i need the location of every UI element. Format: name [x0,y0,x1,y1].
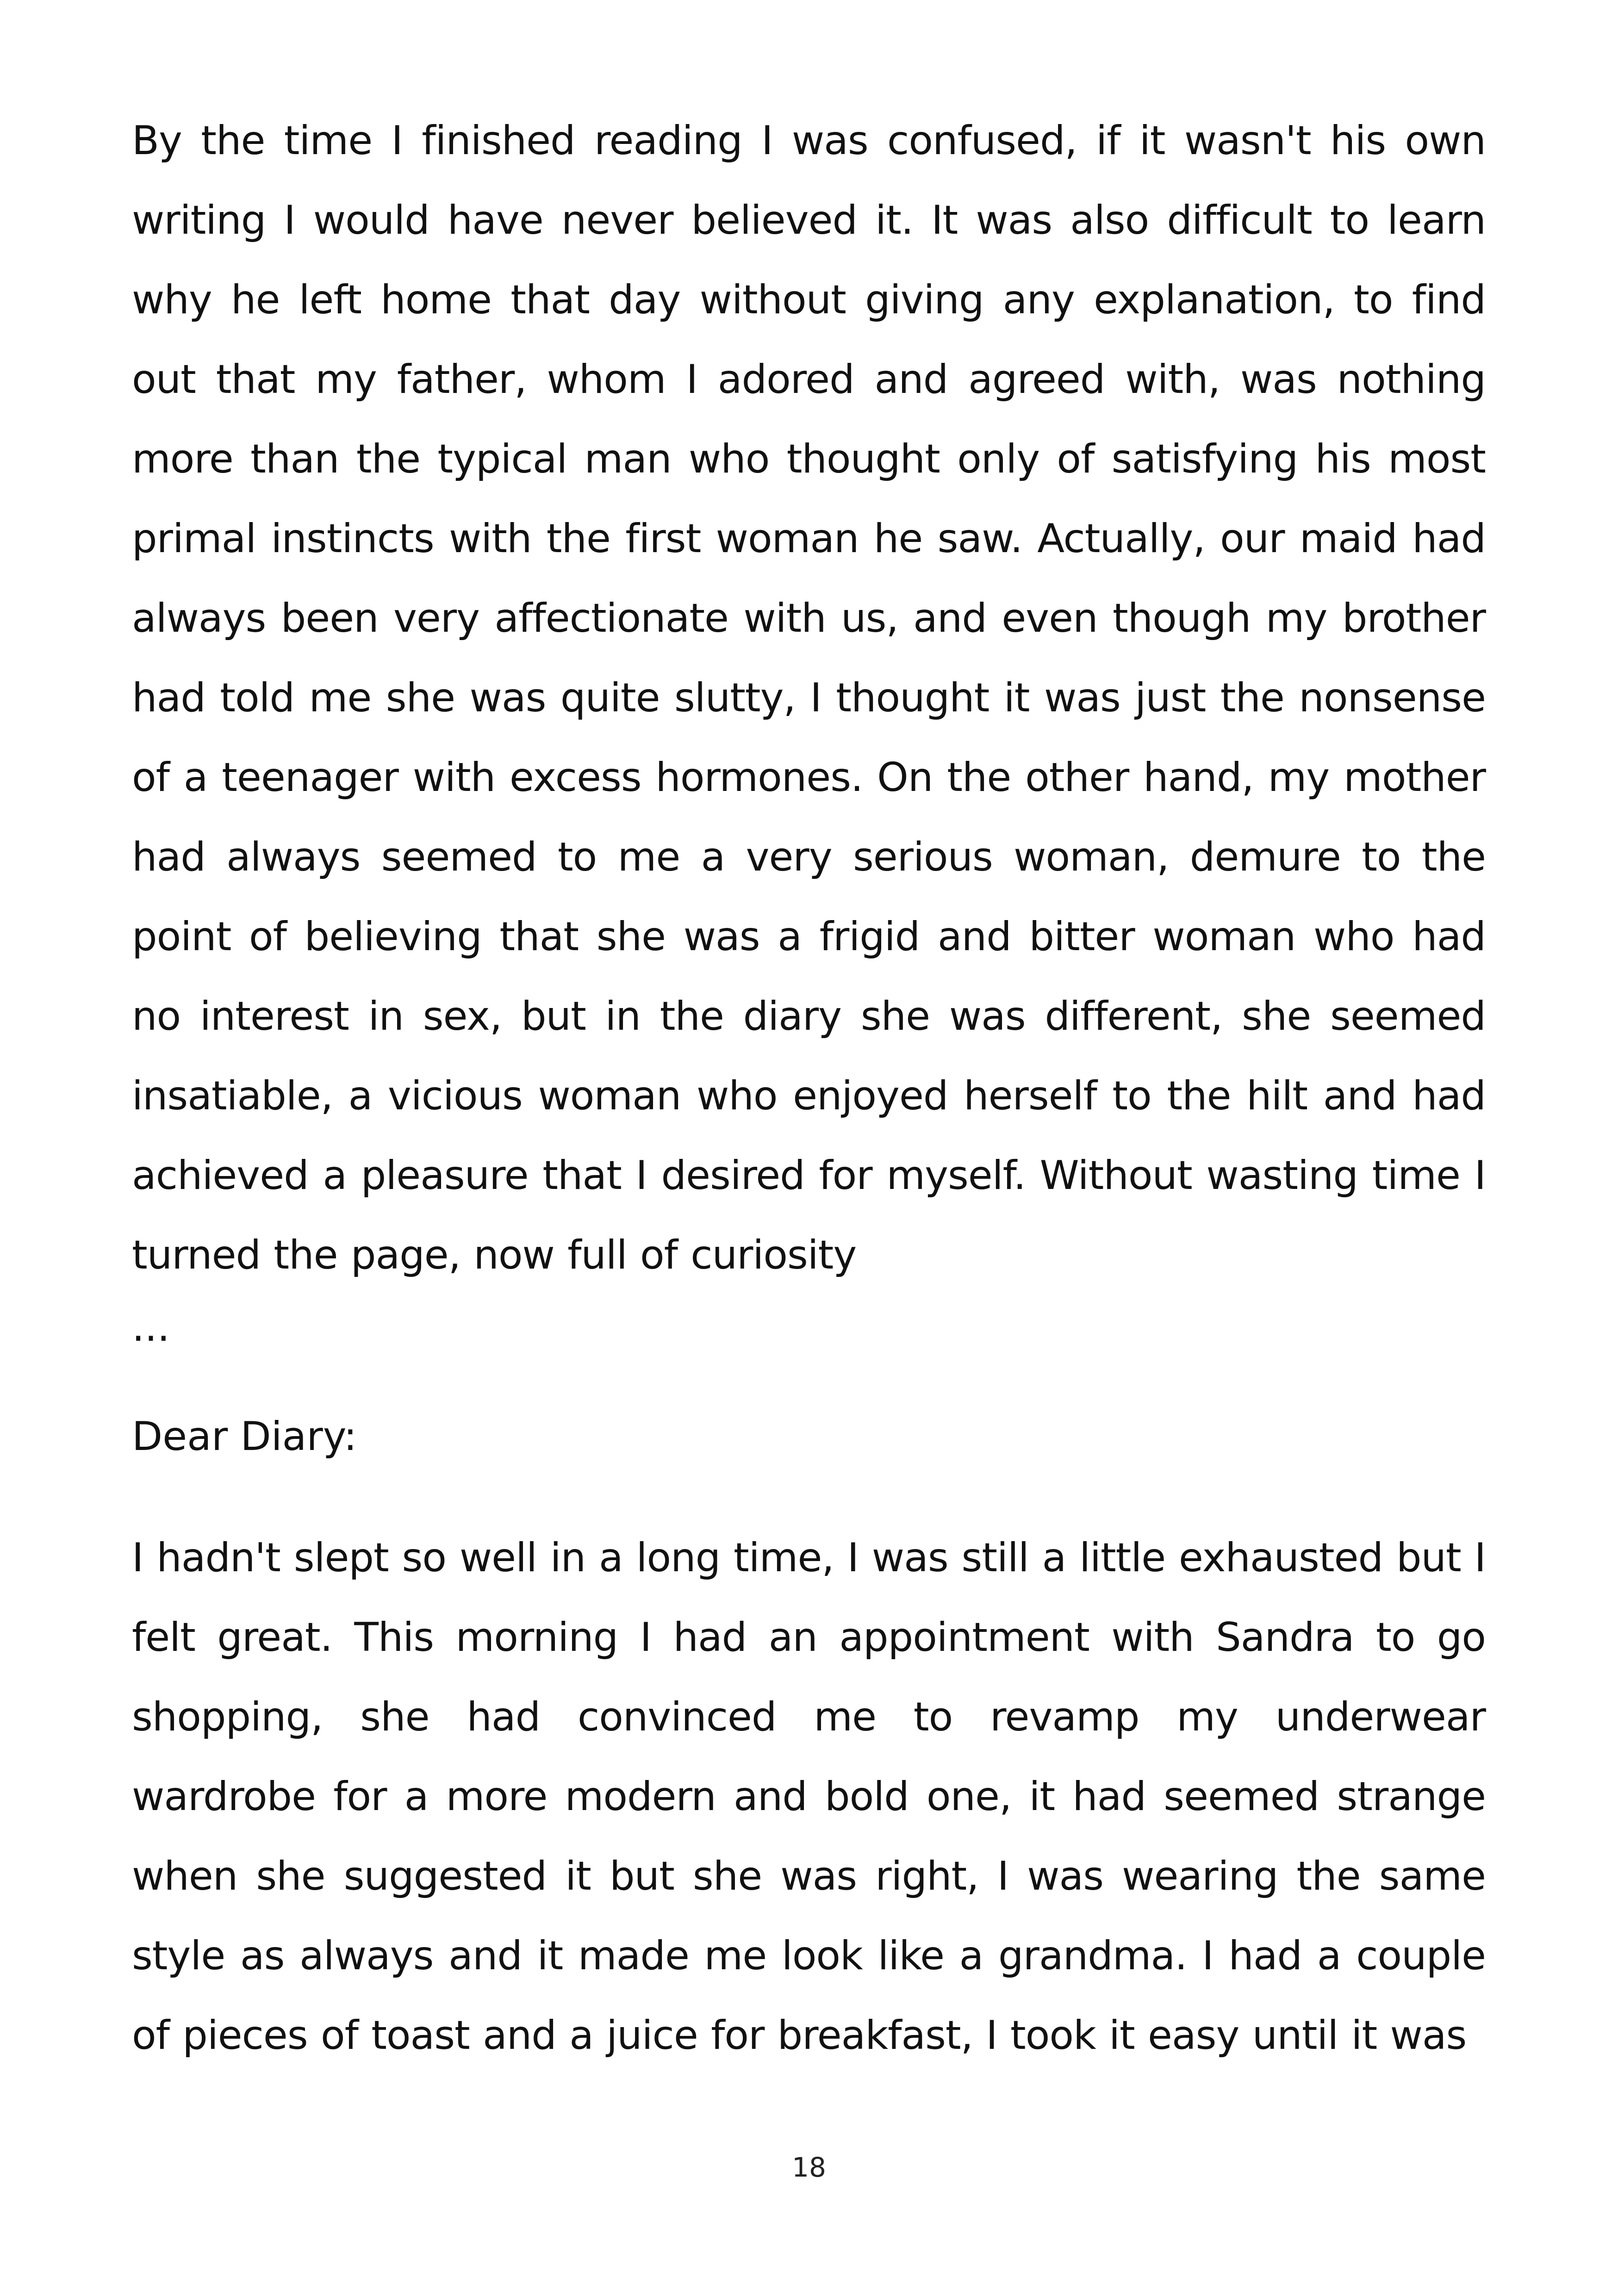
page-number: 18 [792,2152,826,2183]
page-body [132,101,1486,2075]
diary-salutation: Dear Diary: [132,1413,357,1460]
ellipsis: ... [132,1304,170,1350]
body-paragraph-1: By the time I finished reading I was confused, if it wasn't his own writing I would have never believed it. It was also difficult to learn why he left home that day without giving any explanation, to find out that my father, whom I adored and agreed with, was nothing more than the typical man who thought only of satisfying his most primal instincts with the first woman he saw. Actually, our maid had always been very affectionate with us, and even though my brother had told me she was quite slutty, I thought it was just the nonsense of a teenager with excess hormones. On the other hand, my mother had always seemed to me a very serious woman, demure to the point of believing that she was a frigid and bitter woman who had no interest in sex, but in the diary she was different, she seemed insatiable, a vicious woman who enjoyed herself to the hilt and had achieved a pleasure that I desired for myself. Without wasting time I turned the page, now full of curiosity [132,118,1486,1278]
body-paragraph-2: I hadn't slept so well in a long time, I was still a little exhausted but I felt great. This morning I had an appointment with Sandra to go shopping, she had convinced me to revamp my underwear wardrobe for a more modern and bold one, it had seemed strange when she suggested it but she was right, I was wearing the same style as always and it made me look like a grandma. I had a couple of pieces of toast and a juice for breakfast, I took it easy until it was [132,1535,1486,2059]
